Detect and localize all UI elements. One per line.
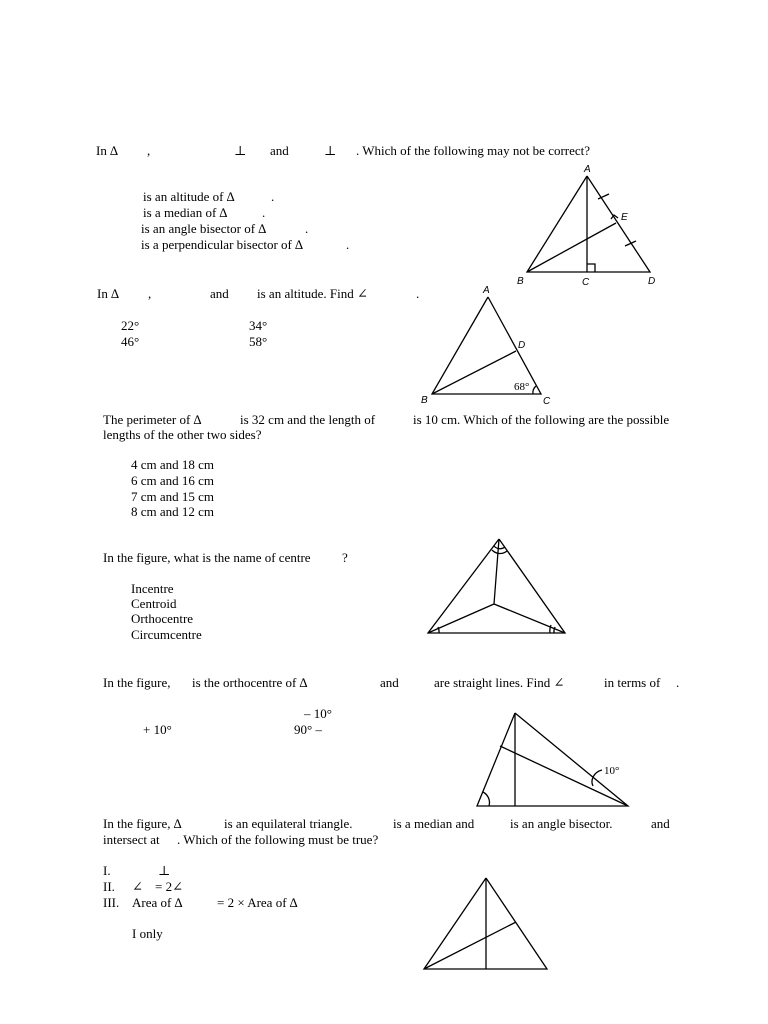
q5-stem-orthocentre: is the orthocentre of ∆: [192, 675, 308, 690]
q5-stem-find: are straight lines. Find ∠: [434, 675, 565, 690]
q5-option-b: – 10°: [304, 706, 332, 721]
q1-label-e: E: [621, 212, 628, 223]
q6-option-a: I only: [132, 926, 163, 941]
q3-option-c: 7 cm and 15 cm: [131, 489, 215, 504]
q1-option-d: is a perpendicular bisector of ∆: [141, 237, 304, 252]
q2-option-a: 22°: [121, 318, 140, 333]
q2-option-c: 46°: [121, 334, 140, 349]
q1-stem-and: and: [270, 143, 289, 158]
q4-option-d: Circumcentre: [131, 627, 202, 642]
q6-stem-bisector: is an angle bisector.: [510, 816, 613, 831]
q1-option-b: is a median of ∆: [143, 205, 228, 220]
q3-stem-question: is 10 cm. Which of the following are the possible: [413, 412, 670, 427]
q4-option-c: Orthocentre: [131, 611, 194, 626]
q1-stem-comma: ,: [147, 143, 151, 158]
q6-statement-1-perp: ⊥: [158, 863, 171, 878]
q1-option-d-end: .: [346, 237, 350, 252]
q3-option-d: 8 cm and 12 cm: [131, 504, 215, 519]
q1-label-d: D: [648, 276, 656, 287]
q4-stem-end: ?: [342, 550, 348, 565]
q6-stem-question: . Which of the following must be true?: [177, 832, 379, 847]
q2-label-c: C: [543, 396, 551, 407]
q1-label-a: A: [584, 164, 591, 175]
q4-option-a: Incentre: [131, 581, 174, 596]
q6-statement-2-angle: ∠: [132, 879, 143, 894]
q6-statement-3-rel: = 2 × Area of ∆: [217, 895, 298, 910]
q5-option-c: + 10°: [143, 722, 172, 737]
q3-stem-perimeter: The perimeter of ∆: [103, 412, 202, 427]
q5-stem-end: .: [676, 675, 680, 690]
q1-option-a-end: .: [271, 189, 275, 204]
q2-stem-find: is an altitude. Find ∠: [257, 286, 368, 301]
q5-stem-figure: In the figure,: [103, 675, 171, 690]
q2-option-b: 34°: [249, 318, 268, 333]
q6-statement-1-num: I.: [103, 863, 111, 878]
q6-statement-3-num: III.: [103, 895, 120, 910]
q5-angle-label: 10°: [604, 765, 620, 777]
q2-option-d: 58°: [249, 334, 268, 349]
q4-stem: In the figure, what is the name of centre: [103, 550, 311, 565]
q6-stem-figure: In the figure, ∆: [103, 816, 182, 831]
q1-option-a: is an altitude of ∆: [143, 189, 235, 204]
q1-stem-question: . Which of the following may not be correct?: [356, 143, 591, 158]
q6-stem-and: and: [651, 816, 670, 831]
q2-label-d: D: [518, 340, 526, 351]
q2-label-a: A: [483, 285, 490, 296]
q2-stem-end: .: [416, 286, 420, 301]
q2-stem-in-triangle: In ∆: [97, 286, 120, 301]
q4-option-b: Centroid: [131, 596, 177, 611]
q6-statement-3-area: Area of ∆: [132, 895, 183, 910]
q1-label-c: C: [582, 277, 590, 288]
q2-stem-and: and: [210, 286, 229, 301]
q5-stem-terms: in terms of: [604, 675, 661, 690]
q3-stem-length: is 32 cm and the length of: [240, 412, 376, 427]
q2-stem-comma: ,: [148, 286, 152, 301]
q3-option-b: 6 cm and 16 cm: [131, 473, 215, 488]
q5-stem-and: and: [380, 675, 399, 690]
q1-option-c-end: .: [305, 221, 309, 236]
q1-option-b-end: .: [262, 205, 266, 220]
q1-stem-perp-2: ⊥: [324, 143, 337, 158]
q3-stem-line2: lengths of the other two sides?: [103, 427, 262, 442]
q5-option-d: 90° –: [294, 722, 322, 737]
q6-stem-median: is a median and: [393, 816, 475, 831]
q1-stem-perp-1: ⊥: [234, 143, 247, 158]
q6-stem-equilateral: is an equilateral triangle.: [224, 816, 353, 831]
q1-label-b: B: [517, 276, 524, 287]
q6-statement-2-rel: = 2∠: [155, 879, 183, 894]
q2-label-b: B: [421, 395, 428, 406]
q2-angle-label: 68°: [514, 381, 530, 393]
q6-statement-2-num: II.: [103, 879, 115, 894]
q1-stem-in-triangle: In ∆: [96, 143, 119, 158]
q6-stem-intersect: intersect at: [103, 832, 160, 847]
q1-option-c: is an angle bisector of ∆: [141, 221, 267, 236]
q3-option-a: 4 cm and 18 cm: [131, 457, 215, 472]
